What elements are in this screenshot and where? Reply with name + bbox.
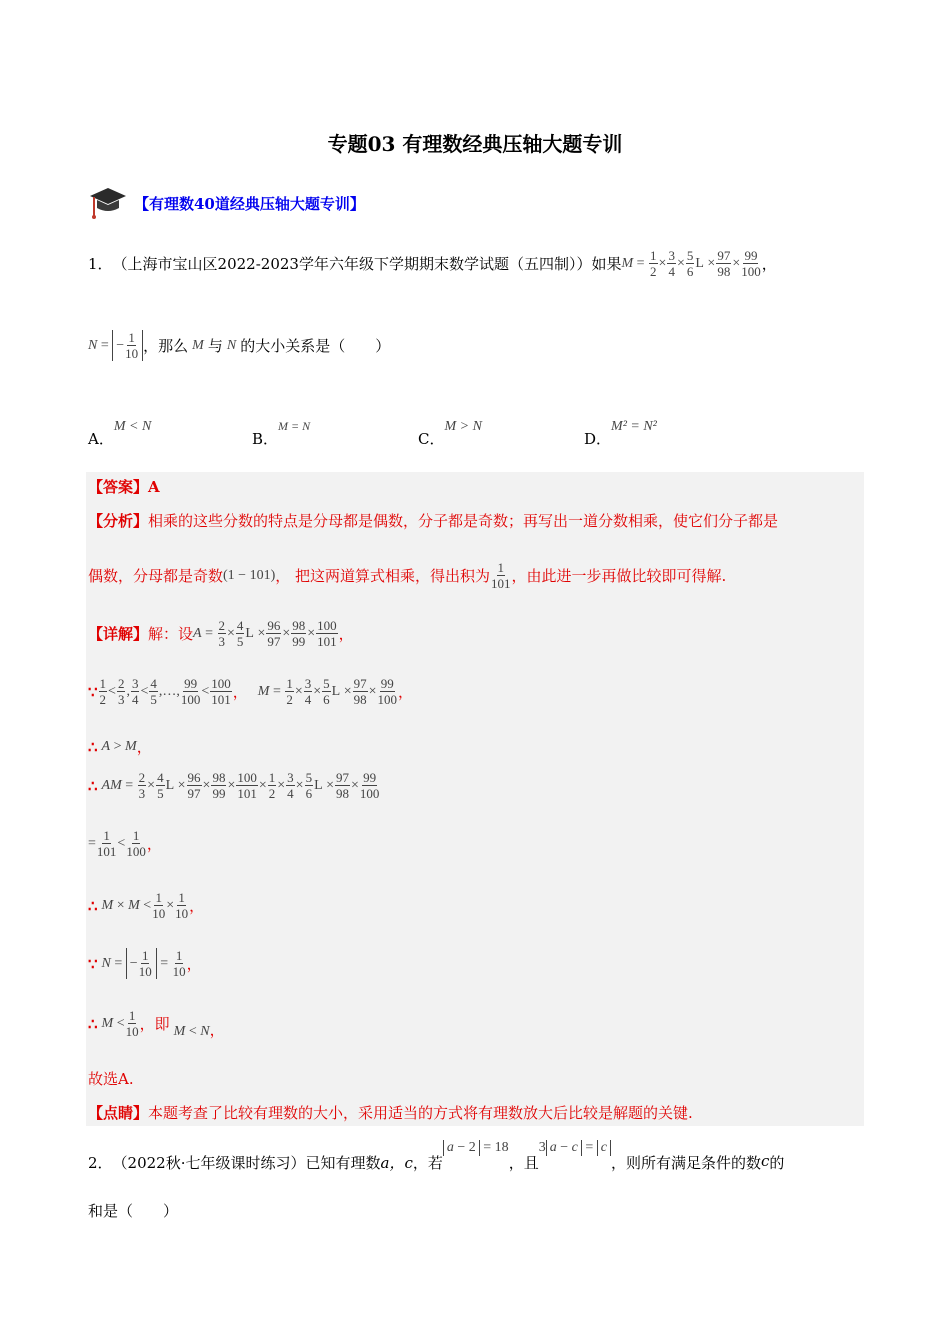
step-therefore-1: ∴ A > M ， (88, 737, 152, 756)
page-title: 专题03 有理数经典压轴大题专训 (327, 132, 623, 156)
question-2-stem: 2． （2022秋·七年级课时练习）已知有理数 a，c ，若 a − 2 = 18 ，且 3 a − c = c ，则所有满足条件的数 c 的 (88, 1140, 785, 1172)
question-1-stem: 1． （上海市宝山区2022-2023学年六年级下学期期末数学试题（五四制））如果 M = $\frac{1}{2}$ × $\frac{3}{4}$ × $\frac{5}{6}$ L × $\frac{97}{98}$ × $\frac{99}{100}$ ， (88, 248, 777, 279)
option-c[interactable]: C．M > N (418, 419, 482, 448)
question-1-line2: N = − $\frac{1}{10}$ ，那么 M 与 N 的大小关系是（ ） (88, 330, 391, 361)
question-number: 1． (88, 255, 113, 273)
step-equals: = $\frac{1}{101}$ < $\frac{1}{100}$ ， (88, 828, 162, 859)
math-expression: M = $\frac{1}{2}$ × $\frac{3}{4}$ × $\frac{5}{6}$ L × $\frac{97}{98}$ × $\frac{99}{100}$ (621, 248, 761, 279)
step-because-1: ∵ $\frac{1}{2}$ < $\frac{2}{3}$ , $\frac{3}{4}$ < $\frac{4}{5}$ ,…, $\frac{99}{100}$ < $\frac{100}{101}$ ， M = $\frac{1}{2}$ × $\frac{3}{4}$ × $\frac{5}{6}$ L × $\frac{97}{98}$ × $\frac{99}{100}$ ， (88, 676, 414, 707)
question-source: （上海市宝山区2022-2023学年六年级下学期期末数学试题（五四制））如果 (112, 255, 622, 273)
conclusion: 故选A. (88, 1070, 134, 1088)
option-b[interactable]: B．M = N (252, 419, 311, 448)
section-heading (88, 186, 365, 220)
step-therefore-3: ∴ M × M < $\frac{1}{10}$ × $\frac{1}{10}$ ， (88, 890, 205, 921)
option-d[interactable]: D．M² = N² (584, 419, 657, 448)
step-because-2: ∵ N = − $\frac{1}{10}$ = $\frac{1}{10}$ ， (88, 948, 202, 979)
comment-line: 【点睛】本题考查了比较有理数的大小，采用适当的方式将有理数放大后比较是解题的关键. (88, 1104, 693, 1122)
question-2-line2: 和是（ ） (88, 1202, 179, 1220)
graduation-cap-icon (88, 186, 128, 220)
detail-line: 【详解】 解：设 A = $\frac{2}{3}$ × $\frac{4}{5}$ L × $\frac{96}{97}$ × $\frac{98}{99}$ × $\frac{100}{101}$ ， (88, 618, 354, 649)
analysis-line1: 【分析】相乘的这些分数的特点是分母都是偶数，分子都是奇数；再写出一道分数相乘，使它们分子都是 (88, 512, 779, 530)
section-heading-text: 【有理数40道经典压轴大题专训】 (134, 194, 365, 213)
step-therefore-4: ∴ M < $\frac{1}{10}$ ，即 M < N ， (88, 1008, 225, 1039)
math-expression: N = − $\frac{1}{10}$ (88, 330, 143, 361)
analysis-line2: 偶数，分母都是奇数 (1 − 101) ， 把这两道算式相乘，得出积为 $\frac{1}{101}$ ，由此进一步再做比较即可得解. (88, 560, 727, 591)
option-a[interactable]: A．M < N (88, 419, 152, 448)
answer-line: 【答案】A (88, 478, 160, 496)
step-therefore-2: ∴ AM = $\frac{2}{3}$ × $\frac{4}{5}$ L × $\frac{96}{97}$ × $\frac{98}{99}$ × $\frac{100}{101}$ × $\frac{1}{2}$ × $\frac{3}{4}$ × $\frac{5}{6}$ L × $\frac{97}{98}$ × $\frac{99}{100}$ (88, 770, 380, 801)
